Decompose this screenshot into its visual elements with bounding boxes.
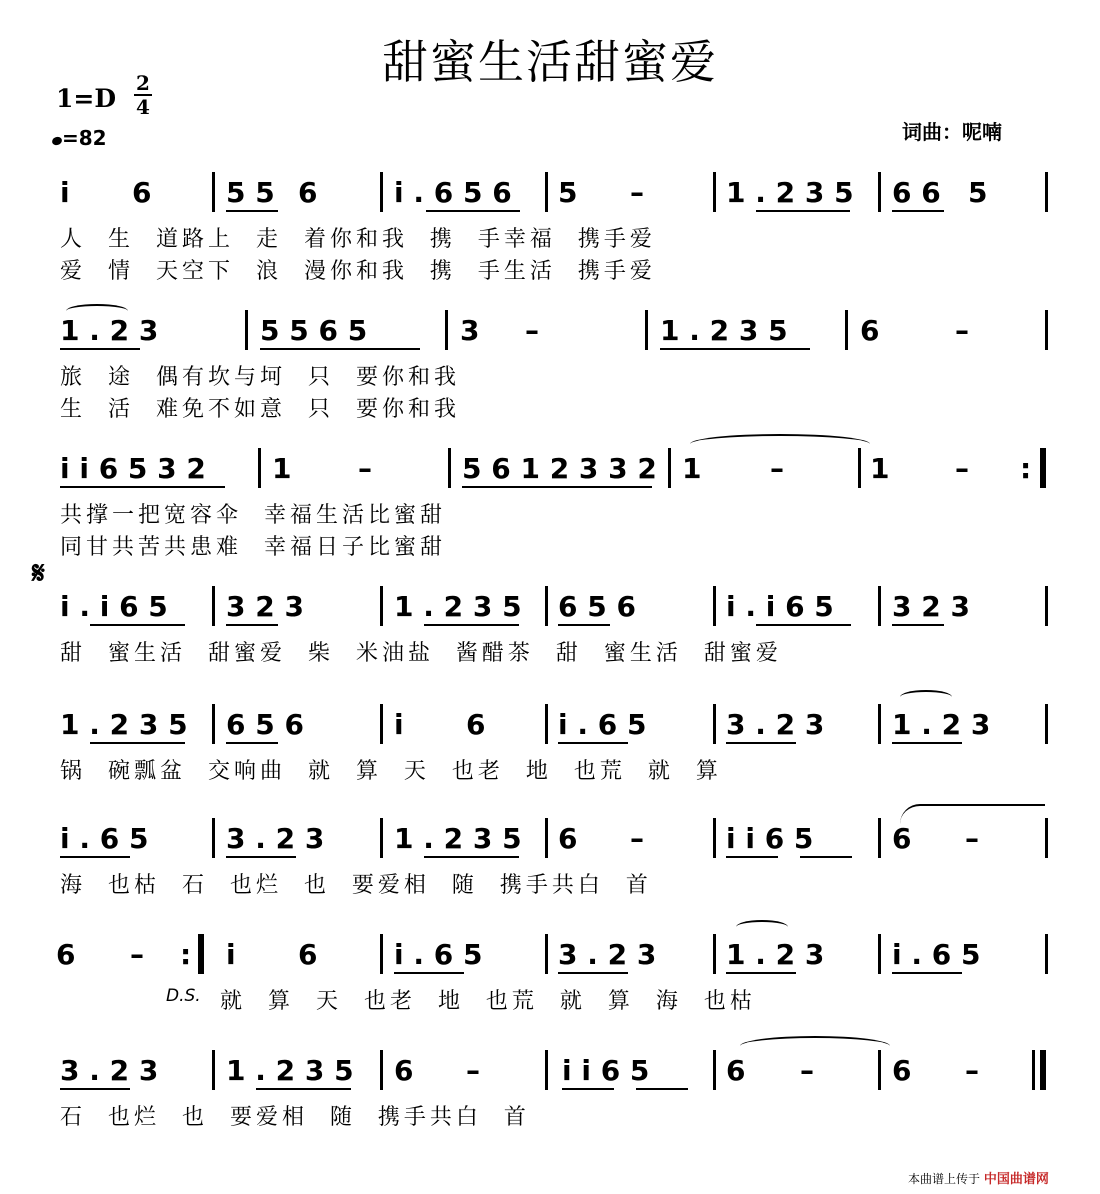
- note: i . 6 5: [60, 822, 149, 855]
- note: i: [226, 938, 236, 971]
- underline: [892, 624, 944, 626]
- note: i . i 6 5: [60, 590, 168, 623]
- underline: [90, 742, 185, 744]
- lyric-line-1: 旅 途 偶有坎与坷 只 要你和我: [60, 365, 460, 390]
- note: 6: [298, 938, 318, 971]
- meter-top: 2: [136, 71, 150, 95]
- underline: [226, 742, 278, 744]
- footer: [908, 1168, 1049, 1187]
- note: 6 5 6: [226, 708, 304, 741]
- underline: [800, 856, 852, 858]
- note: 1: [272, 452, 292, 485]
- barline: [1045, 310, 1048, 350]
- note: 1 . 2 3 5: [726, 176, 854, 209]
- barline: [1045, 586, 1048, 626]
- repeat-end-barline: [1040, 448, 1046, 488]
- underline: [426, 210, 520, 212]
- barline: [713, 1050, 716, 1090]
- lyric-line-1: 甜 蜜生活 甜蜜爱 柴 米油盐 酱醋茶 甜 蜜生活 甜蜜爱: [60, 641, 782, 666]
- underline: [60, 486, 225, 488]
- barline: [380, 586, 383, 626]
- barline: [445, 310, 448, 350]
- underline: [562, 1088, 614, 1090]
- ds-marking: D.S.: [166, 986, 201, 1006]
- note: i . i 6 5: [726, 590, 834, 623]
- credit: 词曲：呢喃: [902, 120, 1002, 144]
- underline: [558, 742, 628, 744]
- lyric-line-1: 共撑一把宽容伞 幸福生活比蜜甜: [60, 503, 446, 528]
- underline: [892, 210, 944, 212]
- note: 6: [558, 822, 578, 855]
- note: –: [630, 176, 644, 209]
- barline: [448, 448, 451, 488]
- note: 1 . 2 3 5: [660, 314, 788, 347]
- note: i i 6 5: [726, 822, 814, 855]
- barline: [212, 704, 215, 744]
- underline: [726, 742, 796, 744]
- note: 3 2 3: [226, 590, 304, 623]
- barline: [545, 586, 548, 626]
- underline: [756, 210, 850, 212]
- note: 3 . 2 3: [726, 708, 825, 741]
- tie: [690, 434, 870, 454]
- barline: [713, 172, 716, 212]
- tie: [900, 804, 1045, 824]
- barline: [713, 934, 716, 974]
- barline: [845, 310, 848, 350]
- note: –: [800, 1054, 814, 1087]
- underline: [726, 972, 796, 974]
- note: 6: [466, 708, 486, 741]
- barline: [668, 448, 671, 488]
- barline: [245, 310, 248, 350]
- note: –: [770, 452, 784, 485]
- repeat-dots: :: [180, 938, 192, 971]
- barline: [212, 172, 215, 212]
- lyric-line-1: 人 生 道路上 走 着你和我 携 手幸福 携手爱: [60, 227, 656, 252]
- barline: [380, 1050, 383, 1090]
- barline: [545, 1050, 548, 1090]
- underline: [226, 624, 278, 626]
- tie: [736, 920, 788, 934]
- underline: [60, 856, 130, 858]
- underline: [660, 348, 810, 350]
- tempo-value: =82: [62, 126, 107, 150]
- barline: [212, 586, 215, 626]
- note: 1 . 2 3 5: [394, 590, 522, 623]
- lyric-line-1: 锅 碗瓢盆 交响曲 就 算 天 也老 地 也荒 就 算: [60, 759, 722, 784]
- note: 6: [860, 314, 880, 347]
- barline: [878, 1050, 881, 1090]
- underline: [424, 856, 519, 858]
- song-title: 甜蜜生活甜蜜爱: [382, 35, 718, 89]
- note: i . 6 5 6: [394, 176, 512, 209]
- note: –: [630, 822, 644, 855]
- note: i: [394, 708, 404, 741]
- note: –: [965, 1054, 979, 1087]
- repeat-dots: :: [1020, 452, 1032, 485]
- note: i . 6 5: [892, 938, 981, 971]
- key-signature: 1=D: [56, 84, 117, 113]
- barline: [713, 586, 716, 626]
- underline: [462, 486, 652, 488]
- note: i . 6 5: [558, 708, 647, 741]
- note: –: [525, 314, 539, 347]
- barline: [380, 172, 383, 212]
- final-barline-thin: [1032, 1050, 1035, 1090]
- barline: [1045, 934, 1048, 974]
- underline: [226, 210, 278, 212]
- segno-sign: 𝄋: [32, 556, 45, 591]
- underline: [424, 624, 519, 626]
- barline: [878, 818, 881, 858]
- barline: [545, 818, 548, 858]
- repeat-end-barline: [198, 934, 204, 974]
- barline: [878, 586, 881, 626]
- barline: [545, 172, 548, 212]
- note: 6: [892, 822, 912, 855]
- note: 1 . 2 3 5: [226, 1054, 354, 1087]
- note: 6: [394, 1054, 414, 1087]
- underline: [226, 856, 296, 858]
- barline: [380, 818, 383, 858]
- final-barline-thick: [1040, 1050, 1046, 1090]
- note: 6: [892, 1054, 912, 1087]
- barline: [380, 934, 383, 974]
- time-signature: [132, 72, 154, 118]
- note: 3 2 3: [892, 590, 970, 623]
- note: 1 . 2 3: [726, 938, 825, 971]
- barline: [1045, 704, 1048, 744]
- tie: [740, 1036, 890, 1056]
- lyric-line-2: 爱 情 天空下 浪 漫你和我 携 手生活 携手爱: [60, 259, 656, 284]
- note: 6 6: [892, 176, 941, 209]
- underline: [260, 348, 420, 350]
- note: –: [955, 452, 969, 485]
- note: 1 . 2 3 5: [394, 822, 522, 855]
- note: 3: [460, 314, 480, 347]
- lyric-line-1: 海 也枯 石 也烂 也 要爱相 随 携手共白 首: [60, 873, 652, 898]
- note: 3 . 2 3: [226, 822, 325, 855]
- note: 5: [968, 176, 988, 209]
- footer-text: 本曲谱上传于: [908, 1172, 981, 1186]
- note: 5: [558, 176, 578, 209]
- barline: [258, 448, 261, 488]
- note: 1: [870, 452, 890, 485]
- note: 5 5: [226, 176, 275, 209]
- underline: [726, 856, 778, 858]
- barline: [212, 1050, 215, 1090]
- barline: [545, 704, 548, 744]
- barline: [878, 172, 881, 212]
- note: –: [466, 1054, 480, 1087]
- barline: [713, 704, 716, 744]
- note: i i 6 5 3 2: [60, 452, 206, 485]
- note: –: [130, 938, 144, 971]
- lyric-line-1: 石 也烂 也 要爱相 随 携手共白 首: [60, 1105, 530, 1130]
- barline: [878, 704, 881, 744]
- underline: [60, 348, 140, 350]
- note: i: [60, 176, 70, 209]
- underline: [892, 972, 962, 974]
- lyric-line-2: 生 活 难免不如意 只 要你和我: [60, 397, 460, 422]
- barline: [380, 704, 383, 744]
- note: –: [955, 314, 969, 347]
- note: 6: [56, 938, 76, 971]
- barline: [645, 310, 648, 350]
- barline: [713, 818, 716, 858]
- barline: [212, 818, 215, 858]
- note: 3 . 2 3: [60, 1054, 159, 1087]
- underline: [256, 1088, 351, 1090]
- note: 1 . 2 3: [892, 708, 991, 741]
- lyric-line-2: 同甘共苦共患难 幸福日子比蜜甜: [60, 535, 446, 560]
- underline: [636, 1088, 688, 1090]
- note: i . 6 5: [394, 938, 483, 971]
- note: –: [965, 822, 979, 855]
- note: 6: [298, 176, 318, 209]
- barline: [1045, 818, 1048, 858]
- note: 5 6 1 2 3 3 2: [462, 452, 657, 485]
- lyric-line-1: 就 算 天 也老 地 也荒 就 算 海 也枯: [220, 989, 756, 1014]
- barline: [858, 448, 861, 488]
- note: 1: [682, 452, 702, 485]
- note: i i 6 5: [562, 1054, 650, 1087]
- meter-bottom: 4: [136, 95, 150, 119]
- note: 6: [726, 1054, 746, 1087]
- underline: [60, 1088, 130, 1090]
- underline: [558, 972, 628, 974]
- note: 3 . 2 3: [558, 938, 657, 971]
- underline: [892, 742, 962, 744]
- underline: [90, 624, 185, 626]
- barline: [878, 934, 881, 974]
- barline: [1045, 172, 1048, 212]
- underline: [756, 624, 851, 626]
- footer-site-logo[interactable]: 中国曲谱网: [983, 1172, 1049, 1187]
- underline: [558, 624, 610, 626]
- note: 5 5 6 5: [260, 314, 368, 347]
- tie: [900, 690, 952, 704]
- underline: [394, 972, 464, 974]
- note: 1 . 2 3: [60, 314, 159, 347]
- barline: [545, 934, 548, 974]
- note: 6: [132, 176, 152, 209]
- tempo-marking: [52, 126, 107, 150]
- note: 6 5 6: [558, 590, 636, 623]
- note: –: [358, 452, 372, 485]
- note: 1 . 2 3 5: [60, 708, 188, 741]
